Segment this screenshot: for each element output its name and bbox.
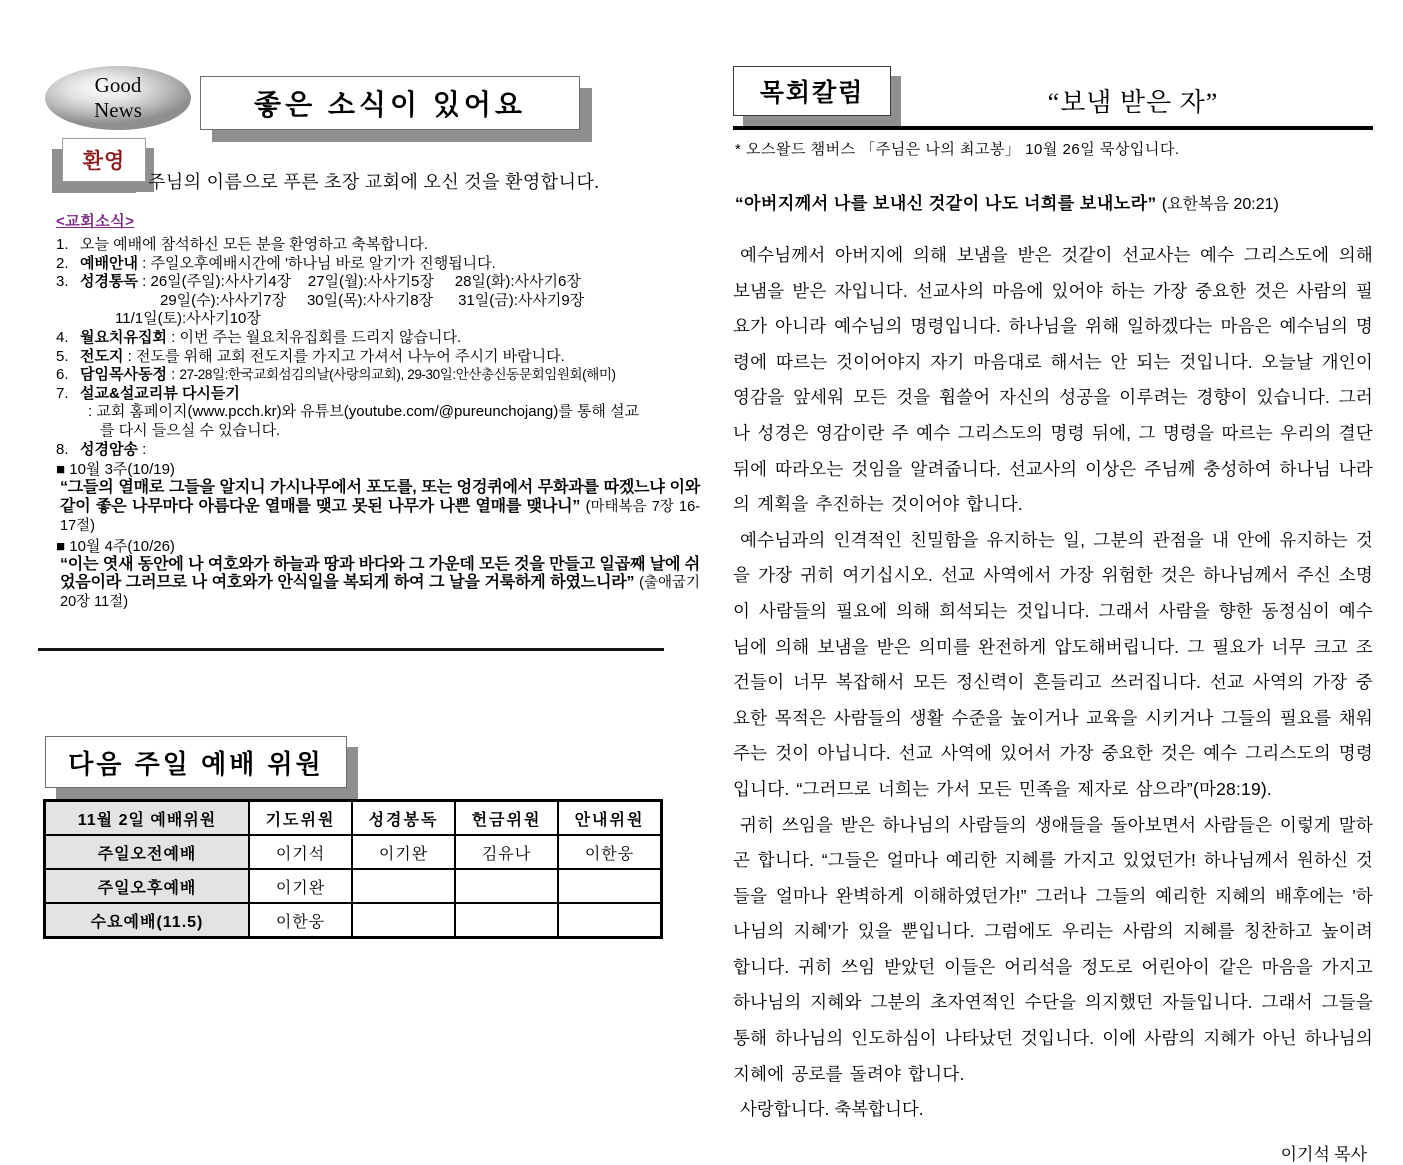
table-cell: 이기완	[249, 869, 352, 903]
row-label: 주일오전예배	[45, 835, 250, 869]
table-cell: 이기석	[249, 835, 352, 869]
paragraph-3: 귀히 쓰임을 받은 하나님의 사람들의 생애들을 돌아보면서 사람들은 이렇게 말하곤 합니다. “그들은 얼마나 예리한 지혜를 가지고 있었던가! 하나님께서 원하신 것들을 얼마나 완벽하게 이해하였던가!” 그러나 그들의 예리한 지혜의 배후에는 '하나님의 지혜'가 있을 뿐입니다. 그럼에도 우리는 사람의 지혜를 칭찬하고 높이려 합니다. 귀히 쓰임 받았던 이들은 어리석을 정도로 어린아이 같은 마음을 가지고 하나님의 지혜와 그분의 초자연적인 수단을 의지했던 자들입니다. 그래서 그들을 통해 하나님의 인도하심이 나타났던 것입니다. 이에 사람의 지혜가 아닌 하나님의 지혜에 공로를 돌려야 합니다.	[733, 814, 1373, 1084]
item-sep: :	[137, 273, 151, 291]
item-number: 1.	[56, 236, 69, 253]
item-label: 월요치유집회	[80, 328, 167, 346]
table-header-cell: 성경봉독	[352, 801, 455, 836]
column-tag: 목회칼럼	[759, 79, 865, 107]
church-news-heading: <교회소식>	[56, 213, 135, 230]
committee-title: 다음 주일 예배 위원	[68, 748, 324, 779]
column-body	[733, 138, 1373, 1165]
news-item-7	[56, 385, 700, 441]
table-cell: 김유나	[455, 835, 558, 869]
church-news-section	[56, 210, 700, 612]
square-bullet-icon: ■	[56, 461, 66, 479]
table-cell: 이한웅	[249, 903, 352, 938]
item-number: 5.	[56, 347, 69, 365]
committee-title-box	[45, 736, 347, 788]
item-text: 26일(주일):사사기4장 27일(월):사사기5장 28일(화):사사기6장	[150, 273, 581, 291]
item-sep: :	[166, 328, 180, 346]
item-number: 2.	[56, 254, 69, 272]
item-text: 27-28일:한국교회섬김의날(사랑의교회), 29-30일:안산총신동문회임원회(해미)	[179, 367, 616, 383]
news-item-5	[56, 348, 700, 367]
item-label: 예배안내	[80, 254, 138, 272]
item-text: 오늘 예배에 참석하신 모든 분을 환영하고 축복합니다.	[80, 236, 428, 253]
table-cell	[455, 869, 558, 903]
item-number: 3.	[56, 273, 69, 291]
item-label: 설교&설교리뷰 다시듣기	[80, 384, 240, 402]
table-cell	[455, 903, 558, 938]
item-text: 전도를 위해 교회 전도지를 가지고 가셔서 나누어 주시기 바랍니다.	[136, 347, 565, 365]
item-label: 성경통독	[80, 273, 138, 291]
item-text-line3: 를 다시 들으실 수 있습니다.	[100, 421, 281, 439]
column-title: “보냄 받은 자”	[1047, 88, 1219, 117]
row-label: 주일오후예배	[45, 869, 250, 903]
good-news-line1: Good	[94, 73, 142, 97]
main-title-box	[200, 76, 580, 130]
table-cell	[558, 903, 662, 938]
signature: 이기석 목사	[1280, 1144, 1367, 1164]
memorize-week-4	[56, 537, 700, 612]
main-title: 좋은 소식이 있어요	[254, 89, 526, 120]
table-header-cell: 헌금위원	[455, 801, 558, 836]
memorize-week-3	[56, 460, 700, 535]
item-number: 7.	[56, 384, 69, 402]
news-item-1	[56, 236, 700, 255]
welcome-tag-box	[62, 138, 146, 182]
item-number: 4.	[56, 328, 69, 346]
memorize-week-label: 10월 3주(10/19)	[65, 461, 175, 479]
table-cell	[558, 869, 662, 903]
table-header-cell: 기도위원	[249, 801, 352, 836]
memorize-verse-ref: (마태복음 7장 16-17절)	[60, 498, 700, 534]
row-label: 수요예배(11.5)	[45, 903, 250, 938]
memorize-verse: “이는 엿새 동안에 나 여호와가 하늘과 땅과 바다와 그 가운데 모든 것을 만들고 일곱째 날에 쉬었음이라 그러므로 나 여호와가 안식일을 복되게 하여 그 날을 거룩하게 하였느니라”	[60, 555, 700, 592]
news-item-6	[56, 366, 700, 385]
square-bullet-icon: ■	[56, 537, 66, 555]
welcome-text: 주님의 이름으로 푸른 초장 교회에 오신 것을 환영합니다.	[148, 172, 600, 192]
item-label: 담임목사동정	[80, 366, 167, 384]
item-label: 전도지	[80, 347, 124, 365]
item-sep: :	[137, 440, 147, 458]
item-text-line3: 11/1일(토):사사기10장	[115, 310, 261, 328]
section-divider	[38, 648, 664, 651]
item-number: 8.	[56, 440, 69, 458]
paragraph-1: 예수님께서 아버지에 의해 보냄을 받은 것같이 선교사는 예수 그리스도에 의해 보냄을 받은 자입니다. 선교사의 마음에 있어야 하는 가장 중요한 것은 사람의 필요가 아니라 예수님의 명령입니다. 하나님을 위해 일하겠다는 마음은 예수님의 명령에 따르는 것이어야지 자기 마음대로 해서는 안 되는 것입니다. 오늘날 개인이 영감을 앞세워 모든 것을 휩쓸어 자신의 성공을 이루려는 경향이 있습니다. 그러나 성경은 영감이란 주 예수 그리스도의 명령 뒤에, 그 명령을 따르는 우리의 결단 뒤에 따라오는 것임을 알려줍니다. 선교사의 이상은 주님께 충성하여 하나님 나라의 계획을 추진하는 것이어야 합니다.	[733, 245, 1373, 515]
table-header-row	[45, 801, 662, 836]
news-item-4	[56, 329, 700, 348]
item-text-line2: : 교회 홈페이지(www.pcch.kr)와 유튜브(youtube.com/@pureunchojang)를 통해 설교	[88, 403, 640, 421]
item-text: 주일오후예배시간에 '하나님 바로 알기'가 진행됩니다.	[150, 254, 496, 272]
title-rule	[733, 126, 1373, 130]
item-number: 6.	[56, 366, 69, 384]
news-item-2	[56, 255, 700, 274]
closing-line: 사랑합니다. 축복합니다.	[740, 1099, 924, 1120]
table-cell	[352, 903, 455, 938]
memorize-week-label: 10월 4주(10/26)	[65, 537, 175, 555]
item-sep: :	[137, 254, 151, 272]
table-cell	[352, 869, 455, 903]
table-cell: 이한웅	[558, 835, 662, 869]
item-label: 성경암송	[80, 440, 138, 458]
table-row	[45, 903, 662, 938]
key-verse-text: “아버지께서 나를 보내신 것같이 나도 너희를 보내노라”	[735, 194, 1162, 213]
paragraph-2: 예수님과의 인격적인 친밀함을 유지하는 일, 그분의 관점을 내 안에 유지하는 것을 가장 귀히 여기십시오. 선교 사역에서 가장 위험한 것은 하나님께서 주신 소명이 사람들의 필요에 의해 희석되는 것입니다. 그래서 사람을 향한 동정심이 예수님에 의해 보냄을 받은 의미를 완전하게 압도해버립니다. 그 필요가 너무 크고 조건들이 너무 복잡해서 모든 정신력이 흔들리고 쓰러집니다. 선교 사역의 가장 중요한 목적은 사람들의 생활 수준을 높이거나 교육을 시키거나 그들의 필요를 채워주는 것이 아닙니다. 선교 사역에 있어서 가장 중요한 것은 예수 그리스도의 명령입니다. “그러므로 너희는 가서 모든 민족을 제자로 삼으라”(마28:19).	[733, 529, 1373, 799]
key-verse-ref: (요한복음 20:21)	[1161, 196, 1279, 213]
news-item-8	[56, 441, 700, 460]
welcome-tag: 환영	[82, 150, 126, 173]
item-text-line2: 29일(수):사사기7장 30일(목):사사기8장 31일(금):사사기9장	[160, 291, 585, 309]
memorize-verse-ref: (출애굽기 20장 11절)	[60, 575, 700, 611]
table-row	[45, 869, 662, 903]
key-verse	[735, 189, 1373, 214]
table-cell: 이기완	[352, 835, 455, 869]
table-row	[45, 835, 662, 869]
item-sep: :	[123, 347, 136, 365]
committee-table	[43, 799, 663, 939]
item-sep: :	[166, 366, 180, 384]
news-item-3	[56, 273, 700, 329]
item-text: 이번 주는 월요치유집회를 드리지 않습니다.	[179, 328, 462, 346]
good-news-badge	[45, 66, 191, 130]
table-header-cell: 11월 2일 예배위원	[45, 801, 250, 836]
source-note: * 오스왈드 챔버스 「주님은 나의 최고봉」 10월 26일 묵상입니다.	[735, 141, 1180, 158]
table-header-cell: 안내위원	[558, 801, 662, 836]
memorize-verse: “그들의 열매로 그들을 알지니 가시나무에서 포도를, 또는 엉겅퀴에서 무화과를 따겠느냐 이와 같이 좋은 나무마다 아름다운 열매를 맺고 못된 나무가 나쁜 열매를 맺나니”	[60, 479, 700, 515]
good-news-line2: News	[94, 98, 142, 122]
